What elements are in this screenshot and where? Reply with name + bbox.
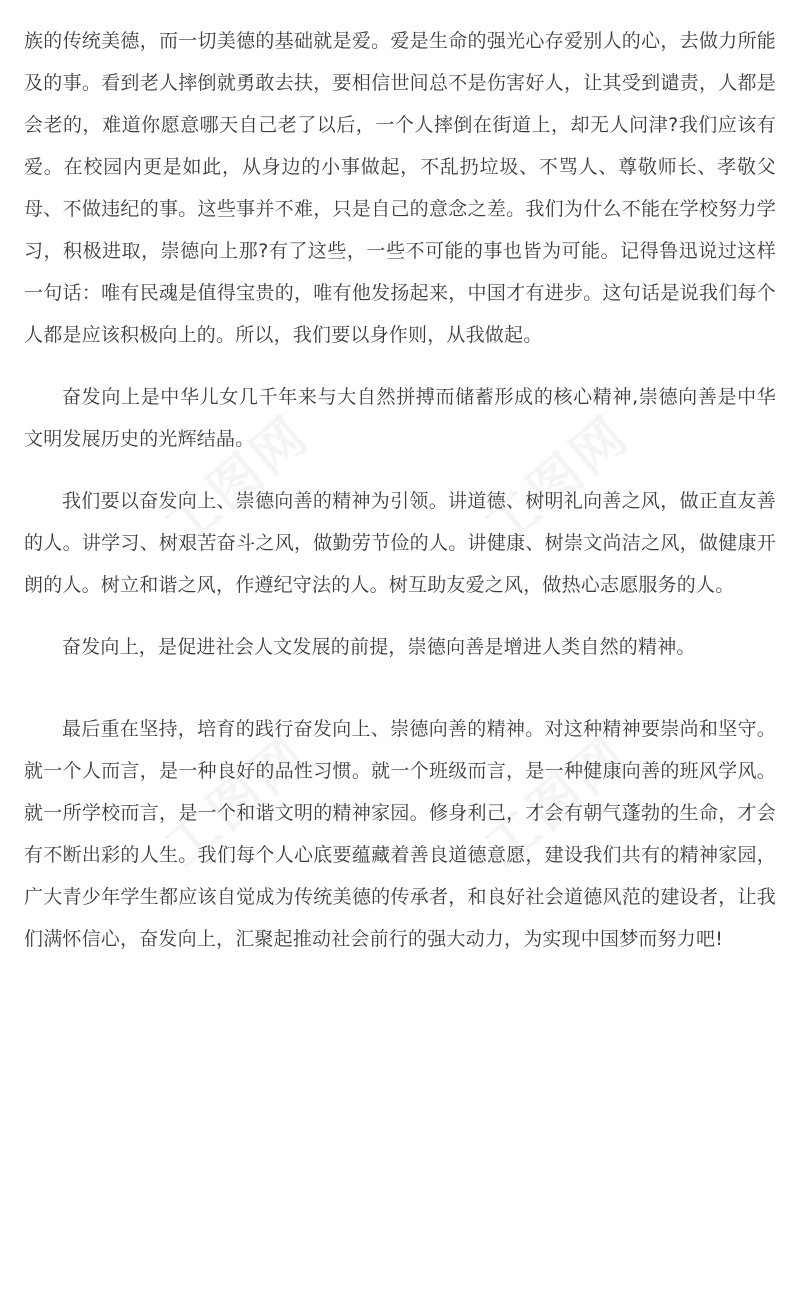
- paragraph-3: 我们要以奋发向上、崇德向善的精神为引领。讲道德、树明礼向善之风，做正直友善的人。讲学习、树艰苦奋斗之风，做勤劳节俭的人。讲健康、树崇文尚洁之风，做健康开朗的人。树立和谐之风，作遵纪守法的人。树互助友爱之风，做热心志愿服务的人。: [24, 490, 776, 596]
- paragraph-spacer: [24, 606, 776, 626]
- paragraph-spacer: [24, 668, 776, 708]
- paragraph-1: 族的传统美德，而一切美德的基础就是爱。爱是生命的强光心存爱别人的心，去做力所能及的事。看到老人摔倒就勇敢去扶，要相信世间总不是伤害好人，让其受到谴责，人都是会老的，难道你愿意哪天自己老了以后，一个人摔倒在街道上，却无人问津?我们应该有爱。在校园内更是如此，从身边的小事做起，不乱扔垃圾、不骂人、尊敬师长、孝敬父母、不做违纪的事。这些事并不难，只是自己的意念之差。我们为什么不能在学校努力学习，积极进取，崇德向上那?有了这些，一些不可能的事也皆为可能。记得鲁迅说过这样一句话：唯有民魂是值得宝贵的，唯有他发扬起来，中国才有进步。这句话是说我们每个人都是应该积极向上的。所以，我们要以身作则，从我做起。: [24, 30, 776, 346]
- paragraph-spacer: [24, 356, 776, 376]
- paragraph-2: 奋发向上是中华儿女几千年来与大自然拼搏而储蓄形成的核心精神,崇德向善是中华文明发展历史的光辉结晶。: [24, 386, 776, 450]
- paragraph-4: 奋发向上，是促进社会人文发展的前提，崇德向善是增进人类自然的精神。: [62, 636, 696, 658]
- paragraph-5: 最后重在坚持，培育的践行奋发向上、崇德向善的精神。对这种精神要崇尚和坚守。就一个人而言，是一种良好的品性习惯。就一个班级而言，是一种健康向善的班风学风。就一所学校而言，是一个和谐文明的精神家园。修身利己，才会有朝气蓬勃的生命，才会有不断出彩的人生。我们每个人心底要蕴藏着善良道德意愿，建设我们共有的精神家园，广大青少年学生都应该自觉成为传统美德的传承者，和良好社会道德风范的建设者，让我们满怀信心，奋发向上，汇聚起推动社会前行的强大动力，为实现中国梦而努力吧!: [24, 718, 776, 950]
- paragraph-spacer: [24, 460, 776, 480]
- document-body: [24, 0, 776, 960]
